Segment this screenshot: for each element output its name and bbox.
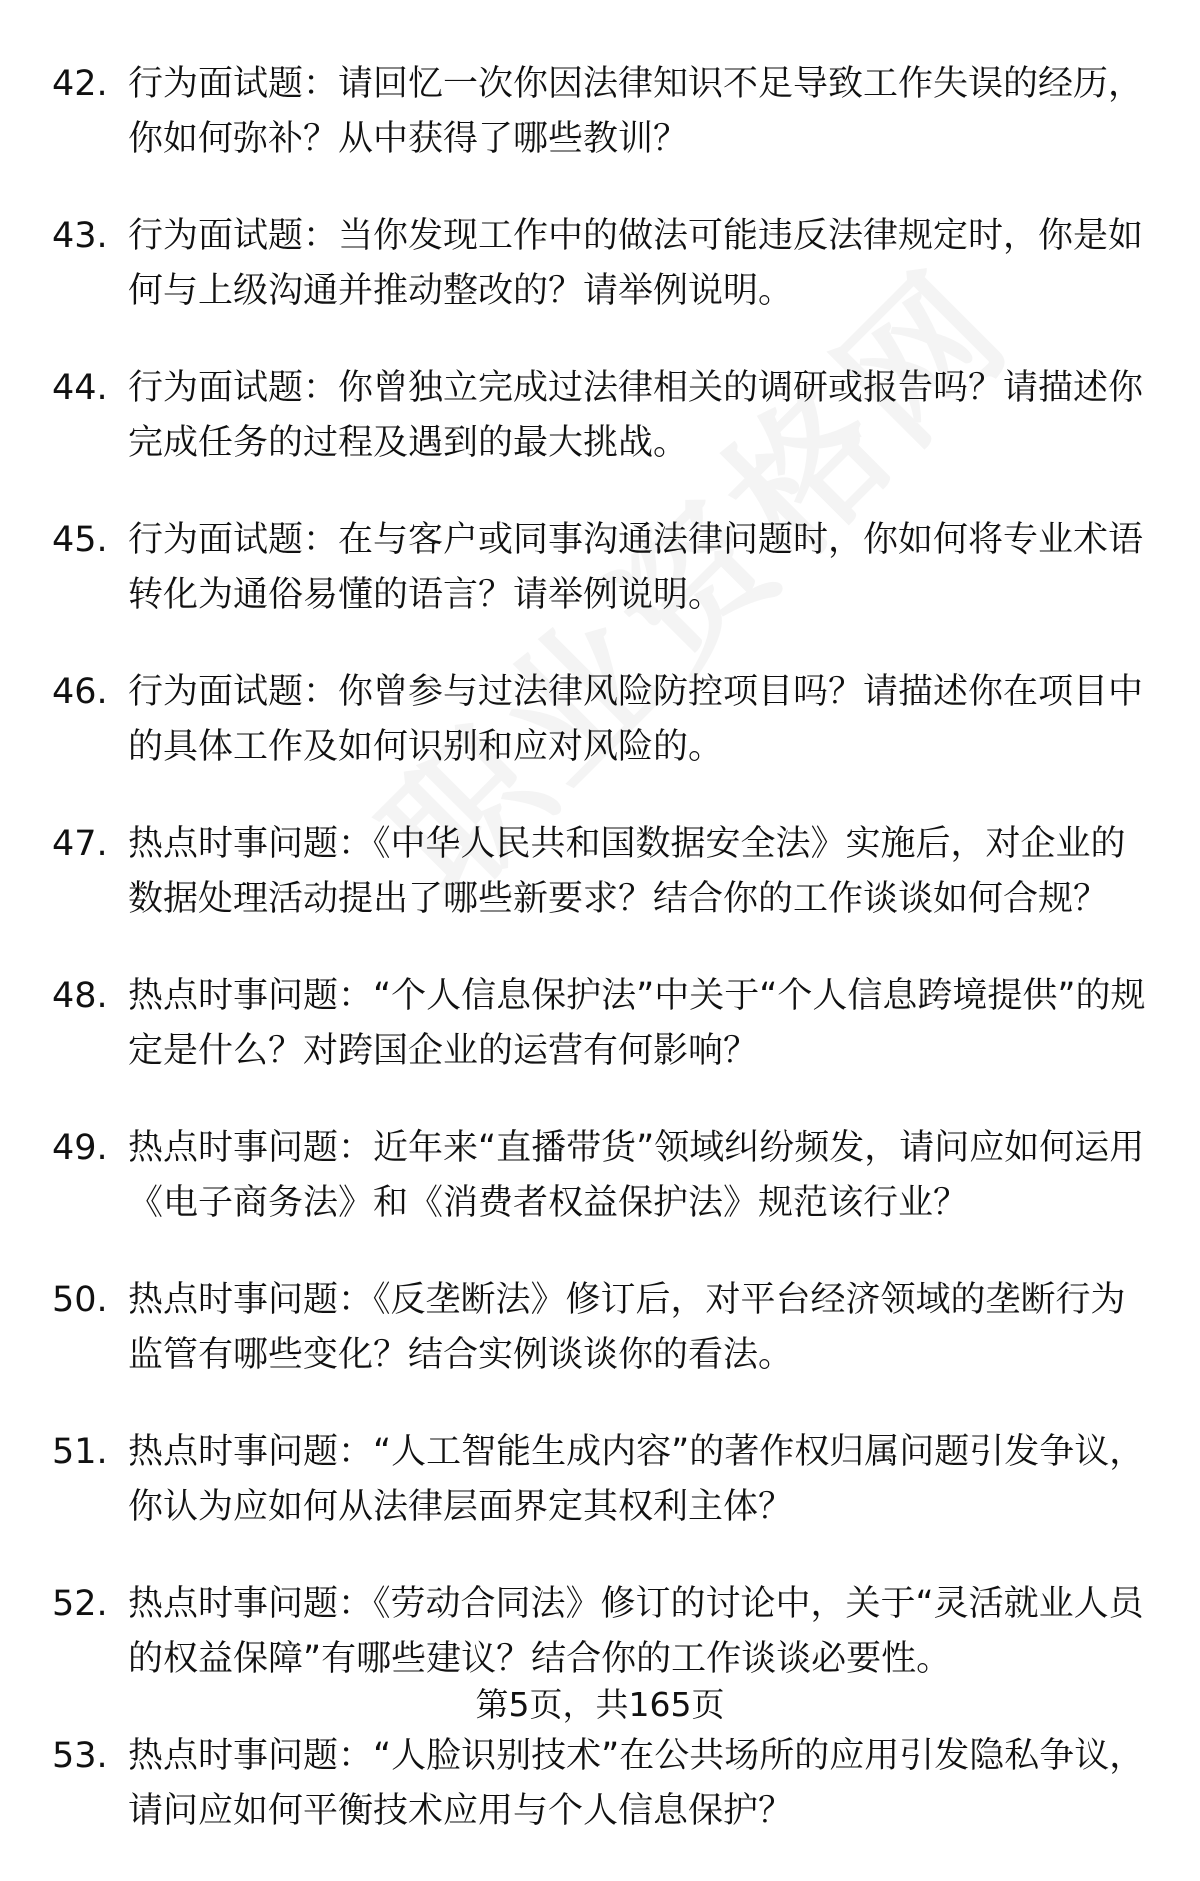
question-text: 热点时事问题：《中华人民共和国数据安全法》实施后，对企业的数据处理活动提出了哪些新要求？结合你的工作谈谈如何合规？ — [128, 824, 1126, 919]
list-item — [52, 1425, 1152, 1535]
question-text: 热点时事问题：近年来“直播带货”领域纠纷频发，请问应如何运用《电子商务法》和《消费者权益保护法》规范该行业？ — [128, 1128, 1145, 1223]
question-number: 44. — [52, 368, 108, 408]
question-text: 行为面试题：请回忆一次你因法律知识不足导致工作失误的经历，你如何弥补？从中获得了哪些教训？ — [128, 64, 1144, 159]
question-number: 50. — [52, 1280, 108, 1320]
list-item — [52, 969, 1152, 1079]
question-text: 热点时事问题：“个人信息保护法”中关于“个人信息跨境提供”的规定是什么？对跨国企业的运营有何影响？ — [128, 976, 1146, 1071]
list-item — [52, 57, 1152, 167]
question-list — [52, 57, 1152, 1881]
question-number: 46. — [52, 672, 108, 712]
list-item — [52, 817, 1152, 927]
list-item — [52, 513, 1152, 623]
list-item — [52, 1577, 1152, 1687]
question-text: 行为面试题：你曾参与过法律风险防控项目吗？请描述你在项目中的具体工作及如何识别和应对风险的。 — [128, 672, 1144, 767]
question-text: 热点时事问题：“人工智能生成内容”的著作权归属问题引发争议，你认为应如何从法律层面界定其权利主体？ — [128, 1432, 1145, 1527]
question-text: 热点时事问题：“人脸识别技术”在公共场所的应用引发隐私争议，请问应如何平衡技术应用与个人信息保护？ — [128, 1736, 1145, 1831]
list-item — [52, 1273, 1152, 1383]
page-footer: 第5页，共165页 — [475, 1685, 725, 1724]
question-number: 52. — [52, 1584, 108, 1624]
question-number: 45. — [52, 520, 108, 560]
list-item — [52, 361, 1152, 471]
question-text: 热点时事问题：《反垄断法》修订后，对平台经济领域的垄断行为监管有哪些变化？结合实例谈谈你的看法。 — [128, 1280, 1126, 1375]
list-item — [52, 1121, 1152, 1231]
question-text: 行为面试题：当你发现工作中的做法可能违反法律规定时，你是如何与上级沟通并推动整改的？请举例说明。 — [128, 216, 1144, 311]
question-text: 行为面试题：在与客户或同事沟通法律问题时，你如何将专业术语转化为通俗易懂的语言？请举例说明。 — [128, 520, 1144, 615]
question-number: 43. — [52, 216, 108, 256]
question-number: 53. — [52, 1736, 108, 1776]
list-item — [52, 1729, 1152, 1839]
question-text: 热点时事问题：《劳动合同法》修订的讨论中，关于“灵活就业人员的权益保障”有哪些建议？结合你的工作谈谈必要性。 — [128, 1584, 1144, 1679]
list-item — [52, 665, 1152, 775]
question-number: 48. — [52, 976, 108, 1016]
list-item — [52, 209, 1152, 319]
question-number: 47. — [52, 824, 108, 864]
question-text: 行为面试题：你曾独立完成过法律相关的调研或报告吗？请描述你完成任务的过程及遇到的最大挑战。 — [128, 368, 1144, 463]
question-number: 42. — [52, 64, 108, 104]
question-number: 51. — [52, 1432, 108, 1472]
question-number: 49. — [52, 1128, 108, 1168]
